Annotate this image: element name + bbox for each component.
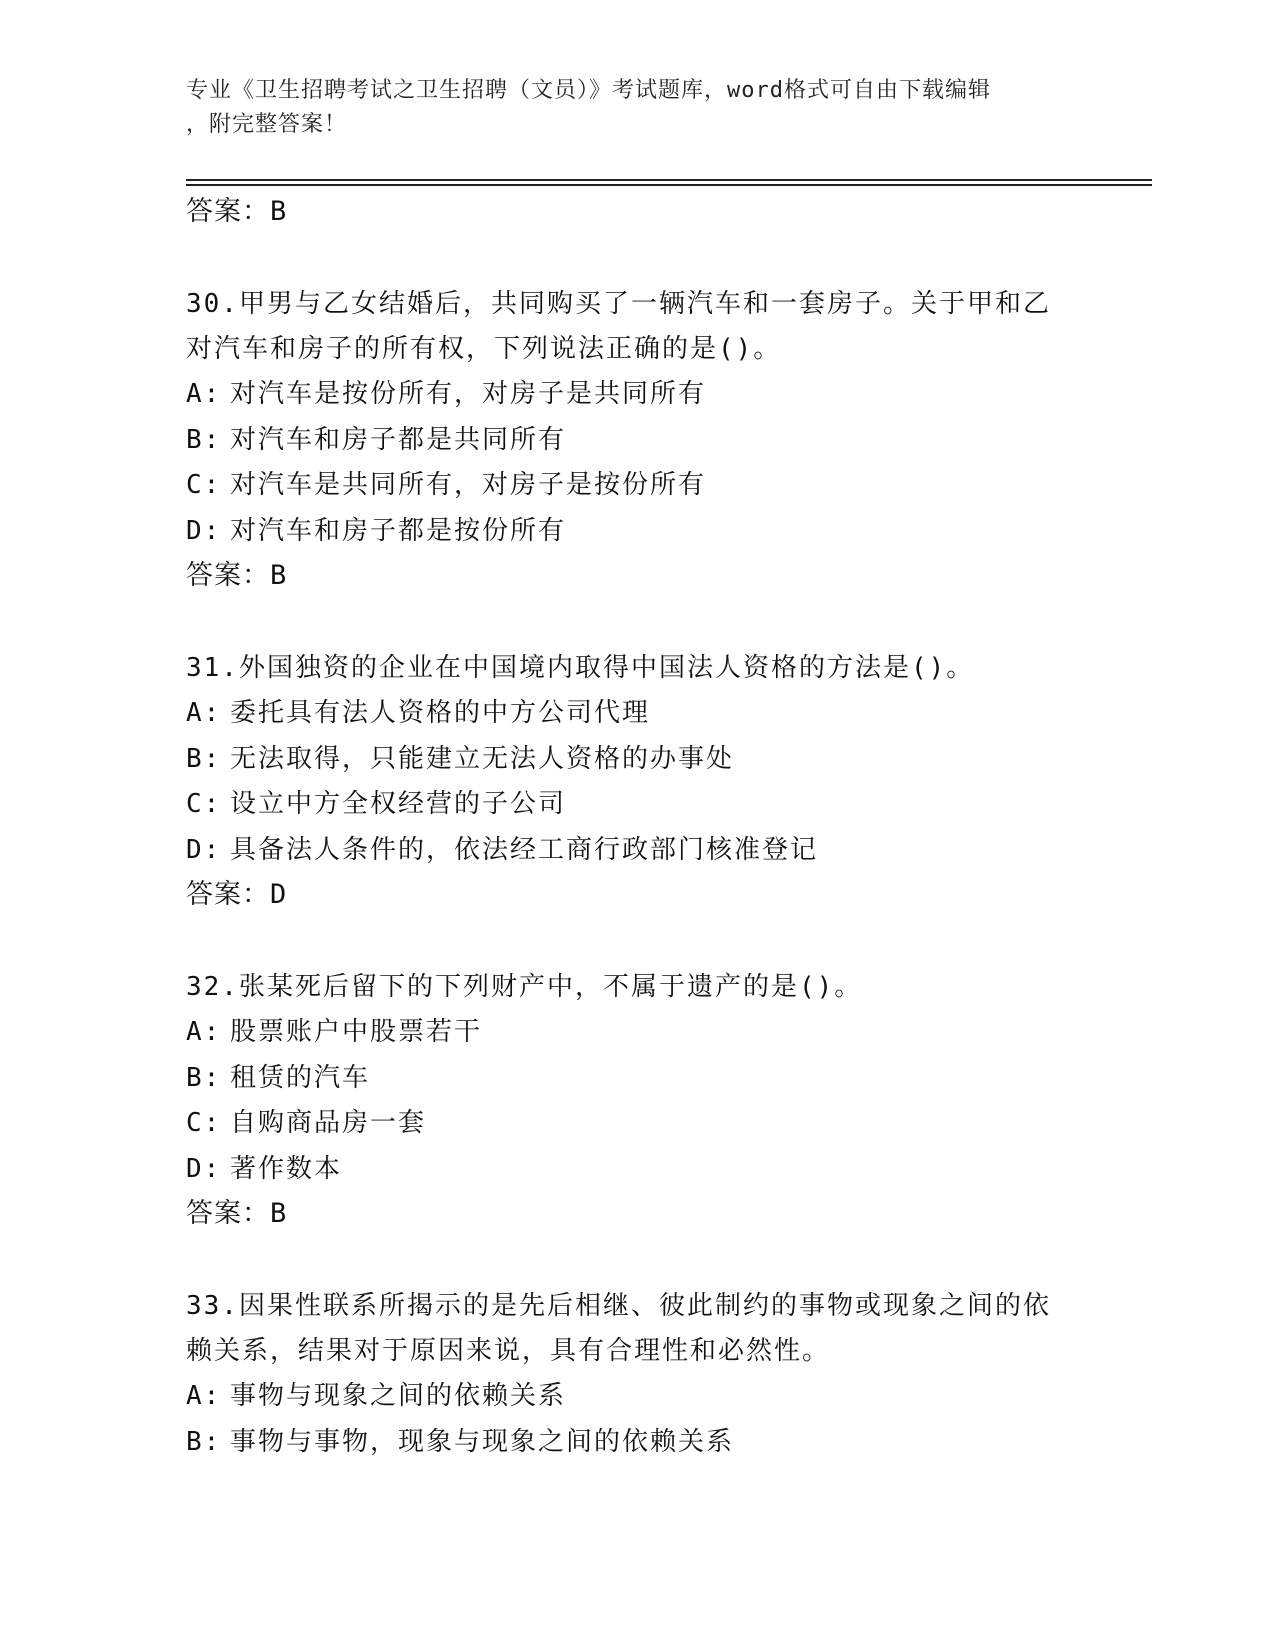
option-list	[186, 372, 1106, 554]
question-stem	[186, 646, 1106, 691]
option-list	[186, 691, 1106, 873]
option-c	[186, 1101, 1106, 1147]
option-letter: C:	[186, 789, 222, 819]
option-text: 对汽车是共同所有，对房子是按份所有	[230, 470, 707, 500]
header-line-2: ，附完整答案！	[186, 112, 348, 137]
answer-line: 答案：B	[186, 1198, 288, 1229]
option-text: 设立中方全权经营的子公司	[230, 789, 567, 819]
question-stem-line: 对汽车和房子的所有权，下列说法正确的是()。	[186, 334, 782, 364]
option-letter: A:	[186, 379, 222, 409]
option-text: 无法取得，只能建立无法人资格的办事处	[230, 743, 735, 774]
option-c	[186, 463, 1106, 509]
option-d	[186, 1147, 1106, 1193]
option-list	[186, 1374, 1106, 1465]
option-d	[186, 509, 1106, 555]
question-block-31	[186, 646, 1106, 917]
option-letter: C:	[186, 1108, 222, 1138]
answer-line: 答案：B	[186, 196, 288, 227]
option-b	[186, 418, 1106, 464]
option-a	[186, 372, 1106, 418]
option-b	[186, 1056, 1106, 1102]
option-letter: B:	[186, 424, 222, 455]
question-stem-line: 赖关系，结果对于原因来说，具有合理性和必然性。	[186, 1336, 831, 1366]
document-header	[186, 74, 1086, 142]
option-text: 对汽车和房子都是共同所有	[230, 424, 567, 455]
question-block-33	[186, 1284, 1106, 1465]
option-b	[186, 1420, 1106, 1466]
header-rule-bottom	[186, 184, 1152, 186]
option-letter: B:	[186, 743, 222, 774]
option-letter: A:	[186, 1381, 222, 1411]
option-text: 委托具有法人资格的中方公司代理	[230, 698, 651, 728]
question-stem	[186, 1284, 1106, 1374]
option-a	[186, 1374, 1106, 1420]
option-letter: D:	[186, 515, 222, 546]
question-stem-line: 32.张某死后留下的下列财产中，不属于遗产的是()。	[186, 972, 863, 1002]
option-list	[186, 1010, 1106, 1192]
header-rule-top	[186, 179, 1152, 181]
question-stem-line: 31.外国独资的企业在中国境内取得中国法人资格的方法是()。	[186, 653, 975, 683]
option-text: 著作数本	[230, 1153, 343, 1184]
answer-line: 答案：B	[186, 560, 288, 591]
option-text: 对汽车是按份所有，对房子是共同所有	[230, 379, 707, 409]
question-block-32	[186, 965, 1106, 1236]
option-text: 具备法人条件的，依法经工商行政部门核准登记	[230, 834, 819, 865]
option-letter: A:	[186, 1017, 222, 1047]
option-letter: C:	[186, 470, 222, 500]
option-text: 自购商品房一套	[230, 1108, 427, 1138]
header-line-1: 专业《卫生招聘考试之卫生招聘（文员）》考试题库，word格式可自由下载编辑	[186, 78, 991, 103]
option-letter: D:	[186, 834, 222, 865]
option-b	[186, 737, 1106, 783]
question-content	[186, 190, 1106, 1465]
question-block-30	[186, 282, 1106, 598]
question-stem-line: 30.甲男与乙女结婚后，共同购买了一辆汽车和一套房子。关于甲和乙	[186, 289, 1051, 319]
question-stem-line: 33.因果性联系所揭示的是先后相继、彼此制约的事物或现象之间的依	[186, 1291, 1051, 1321]
option-a	[186, 691, 1106, 737]
option-text: 事物与事物，现象与现象之间的依赖关系	[230, 1426, 735, 1457]
option-text: 股票账户中股票若干	[230, 1017, 483, 1047]
option-c	[186, 782, 1106, 828]
option-letter: B:	[186, 1062, 222, 1093]
question-stem	[186, 282, 1106, 372]
option-d	[186, 828, 1106, 874]
option-letter: A:	[186, 698, 222, 728]
option-letter: B:	[186, 1426, 222, 1457]
option-a	[186, 1010, 1106, 1056]
option-text: 事物与现象之间的依赖关系	[230, 1381, 567, 1411]
question-stem	[186, 965, 1106, 1010]
option-text: 对汽车和房子都是按份所有	[230, 515, 567, 546]
answer-line: 答案：D	[186, 879, 288, 910]
option-letter: D:	[186, 1153, 222, 1184]
option-text: 租赁的汽车	[230, 1062, 371, 1093]
